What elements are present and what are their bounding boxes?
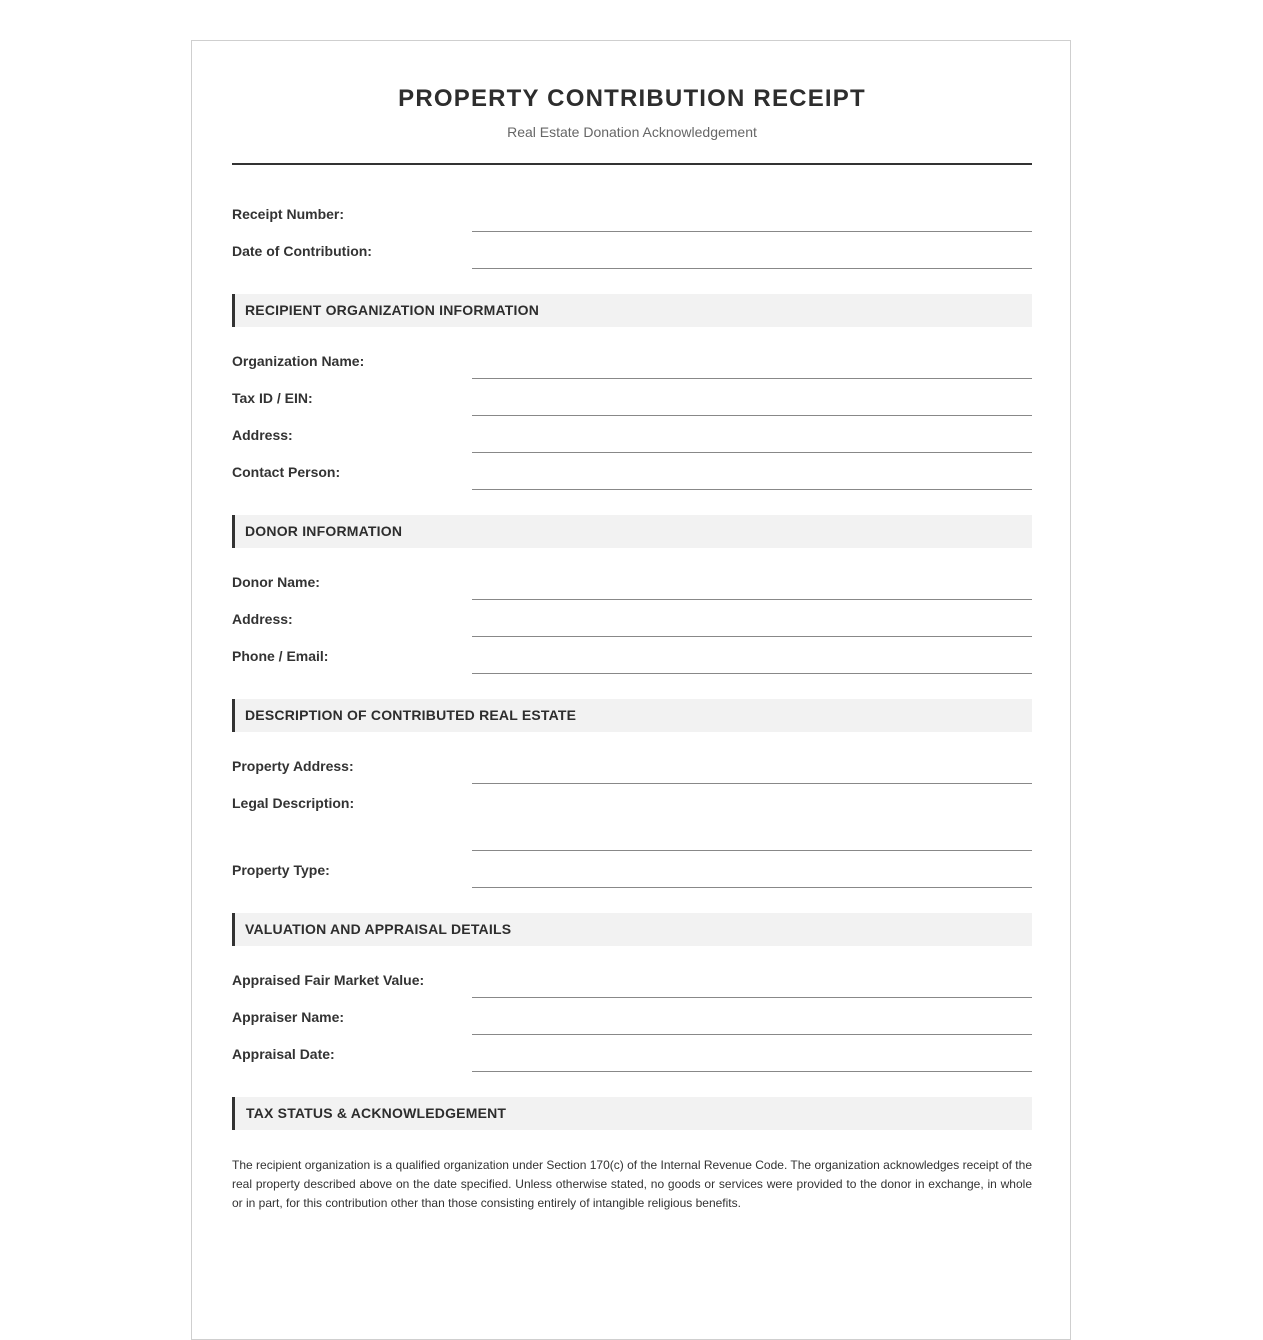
property-address-label: Property Address: bbox=[232, 758, 354, 774]
fair-market-value-label: Appraised Fair Market Value: bbox=[232, 972, 425, 988]
appraiser-name-row bbox=[232, 1009, 1032, 1046]
fair-market-value-field[interactable] bbox=[472, 972, 1032, 998]
property-address-row bbox=[232, 758, 1032, 795]
section-title: TAX STATUS & ACKNOWLEDGEMENT bbox=[246, 1105, 507, 1121]
appraiser-name-field[interactable] bbox=[472, 1009, 1032, 1035]
section-title: DESCRIPTION OF CONTRIBUTED REAL ESTATE bbox=[245, 707, 577, 723]
fair-market-value-row bbox=[232, 972, 1032, 1009]
acknowledgement-text: The recipient organization is a qualified organization under Section 170(c) of the Internal Revenue Code. The organization acknowledges receipt of the real property described above on the date specified. Unless otherwise stated, no goods or services were provided to the donor in exchange, in whole or in part, for this contribution other than those consisting entirely of intangible religious benefits. bbox=[232, 1158, 1032, 1210]
section-donor-information bbox=[232, 515, 1032, 548]
receipt-number-row bbox=[232, 206, 1032, 243]
document-subtitle: Real Estate Donation Acknowledgement bbox=[507, 124, 757, 140]
contact-person-row bbox=[232, 464, 1032, 501]
donor-name-label: Donor Name: bbox=[232, 574, 320, 590]
date-of-contribution-row bbox=[232, 243, 1032, 280]
document-page bbox=[191, 40, 1071, 1340]
donor-phone-email-row bbox=[232, 648, 1032, 685]
organization-address-row bbox=[232, 427, 1032, 464]
section-recipient-organization bbox=[232, 294, 1032, 327]
receipt-number-label: Receipt Number: bbox=[232, 206, 345, 222]
section-tax-status bbox=[232, 1097, 1032, 1130]
section-contributed-real-estate bbox=[232, 699, 1032, 732]
tax-id-row bbox=[232, 390, 1032, 427]
date-of-contribution-label: Date of Contribution: bbox=[232, 243, 372, 259]
legal-description-label: Legal Description: bbox=[232, 795, 355, 811]
donor-name-field[interactable] bbox=[472, 574, 1032, 600]
appraisal-date-row bbox=[232, 1046, 1032, 1083]
section-valuation-appraisal bbox=[232, 913, 1032, 946]
appraisal-date-label: Appraisal Date: bbox=[232, 1046, 335, 1062]
appraiser-name-label: Appraiser Name: bbox=[232, 1009, 345, 1025]
legal-description-field[interactable] bbox=[472, 795, 1032, 851]
donor-phone-email-field[interactable] bbox=[472, 648, 1032, 674]
donor-address-field[interactable] bbox=[472, 611, 1032, 637]
document-content bbox=[232, 41, 1032, 1337]
contact-person-field[interactable] bbox=[472, 464, 1032, 490]
donor-address-label: Address: bbox=[232, 611, 293, 627]
donor-address-row bbox=[232, 611, 1032, 648]
organization-address-field[interactable] bbox=[472, 427, 1032, 453]
donor-phone-email-label: Phone / Email: bbox=[232, 648, 329, 664]
contact-person-label: Contact Person: bbox=[232, 464, 341, 480]
property-type-row bbox=[232, 862, 1032, 899]
legal-description-row bbox=[232, 795, 1032, 862]
receipt-number-field[interactable] bbox=[472, 206, 1032, 232]
organization-name-row bbox=[232, 353, 1032, 390]
property-type-field[interactable] bbox=[472, 862, 1032, 888]
section-title: RECIPIENT ORGANIZATION INFORMATION bbox=[245, 302, 540, 318]
date-of-contribution-field[interactable] bbox=[472, 243, 1032, 269]
organization-name-field[interactable] bbox=[472, 353, 1032, 379]
document-title: PROPERTY CONTRIBUTION RECEIPT bbox=[398, 85, 866, 112]
donor-name-row bbox=[232, 574, 1032, 611]
tax-id-label: Tax ID / EIN: bbox=[232, 390, 313, 406]
title-divider bbox=[232, 163, 1032, 165]
section-title: DONOR INFORMATION bbox=[245, 523, 403, 539]
organization-name-label: Organization Name: bbox=[232, 353, 365, 369]
section-title: VALUATION AND APPRAISAL DETAILS bbox=[245, 921, 512, 937]
property-type-label: Property Type: bbox=[232, 862, 330, 878]
appraisal-date-field[interactable] bbox=[472, 1046, 1032, 1072]
property-address-field[interactable] bbox=[472, 758, 1032, 784]
organization-address-label: Address: bbox=[232, 427, 293, 443]
tax-id-field[interactable] bbox=[472, 390, 1032, 416]
